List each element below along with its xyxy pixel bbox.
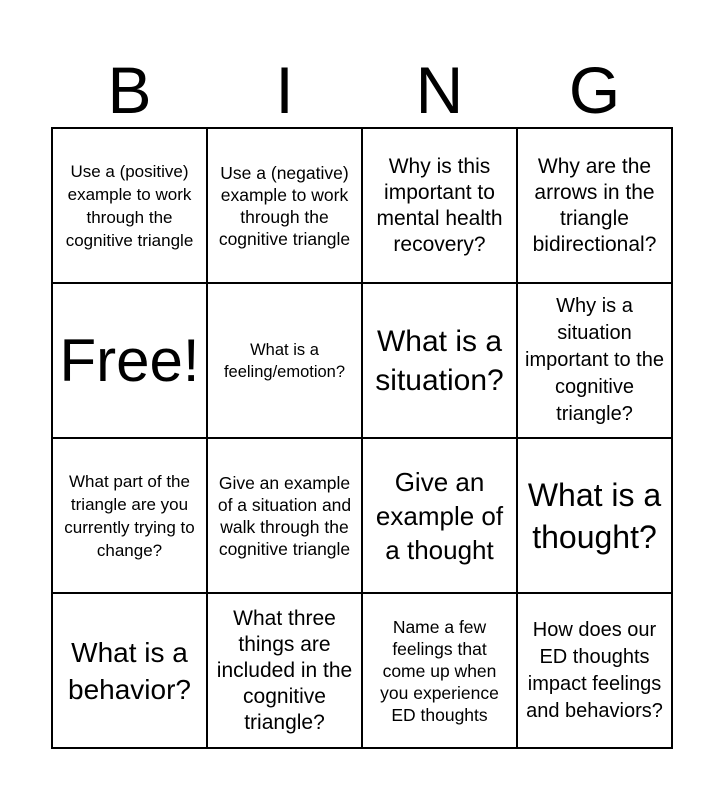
bingo-cell[interactable] [518,439,673,594]
bingo-cell[interactable] [363,129,518,284]
header-letter-i: I [275,53,294,127]
cell-text: Use a (negative) example to work through the cognitive triangle [218,162,351,249]
bingo-cell[interactable] [518,594,673,749]
cell-text: Give an example of a situation and walk through the cognitive triangle [217,472,352,559]
bingo-cell[interactable] [363,594,518,749]
free-space-text: Free! [59,326,200,394]
bingo-cell[interactable] [518,129,673,284]
cell-text: Give an example of a thought [375,466,504,565]
bingo-cell[interactable] [53,129,208,284]
bingo-cell[interactable] [363,439,518,594]
cell-text: Use a (positive) example to work through the cognitive triangle [65,161,194,250]
cell-text: Why is this important to mental health recovery? [376,154,503,256]
header-letter-n: N [415,53,464,127]
header-letter-b: B [107,53,152,127]
cell-text: Why are the arrows in the triangle bidirectional? [532,154,657,256]
bingo-cell[interactable] [208,129,363,284]
cell-text: Name a few feelings that come up when you experience ED thoughts [380,616,499,725]
bingo-free-cell[interactable] [53,284,208,439]
bingo-cell[interactable] [53,594,208,749]
bingo-card-grid [51,127,673,749]
cell-text: What is a situation? [375,324,504,397]
cell-text: Why is a situation important to the cognitive triangle? [525,295,664,425]
cell-text: What is a thought? [527,476,662,555]
bingo-header [52,52,672,128]
cell-text: What three things are included in the cognitive triangle? [216,606,353,734]
cell-text: How does our ED thoughts impact feelings and behaviors? [526,618,663,722]
bingo-cell[interactable] [363,284,518,439]
bingo-cell[interactable] [208,284,363,439]
cell-text: What is a feeling/emotion? [223,340,346,381]
bingo-cell[interactable] [518,284,673,439]
bingo-cell[interactable] [53,439,208,594]
cell-text: What is a behavior? [68,636,191,705]
cell-text: What part of the triangle are you currently trying to change? [64,471,195,560]
bingo-cell[interactable] [208,439,363,594]
bingo-cell[interactable] [208,594,363,749]
header-letter-g: G [568,53,621,127]
